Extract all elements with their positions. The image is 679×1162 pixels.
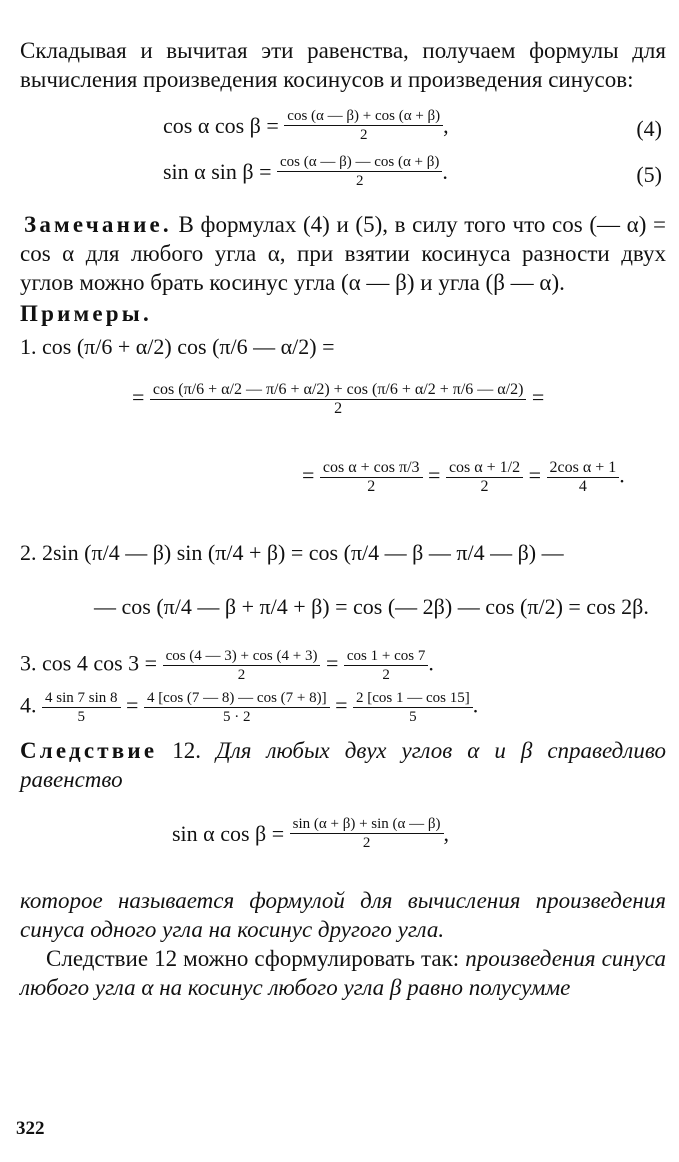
example-3-fraction-2-num: cos 1 + cos 7 (344, 648, 428, 666)
closing-paragraph (20, 944, 666, 1002)
remark-text: В формулах (4) и (5), в силу того что cos (— α) = cos α для любого угла α, при взятии косинуса разности двух углов можно брать косинус угла (α — β) и угла (β — α). (20, 212, 666, 295)
formula-4-denominator: 2 (359, 127, 368, 143)
example-2-number: 2. (20, 540, 37, 565)
example-3-number: 3. (20, 650, 37, 676)
page-number: 322 (16, 1118, 45, 1139)
formula-5-denominator: 2 (355, 173, 364, 189)
formula-4-fraction (284, 108, 443, 143)
formula-5-fraction (277, 154, 442, 189)
example-1-fraction-1-den: 2 (334, 400, 343, 417)
example-1-fraction-4-den: 4 (578, 478, 587, 495)
examples-label: Примеры. (20, 301, 152, 326)
example-1-fraction-1-num: cos (π/6 + α/2 — π/6 + α/2) + cos (π/6 + α/2 + π/6 — α/2) (150, 382, 527, 400)
formula-sin-cos-lhs: sin α cos β = (172, 820, 285, 846)
example-1: 1. cos (π/6 + α/2) cos (π/6 — α/2) = = $\frac{\cos (\pi/6 + \alpha/2 — \pi/6 + \alpha/2) + \cos (\pi/6 + \alpha/2 + \pi/6 — \alpha/2)}{2}$ = = $\frac{\text{cos α + cos π/3}}{2}$ = $\frac{\text{cos α + 1/2}}{2}$ = $\frac{\text{2cos α + 1}}{4}$ . (20, 334, 625, 495)
example-4-fraction-1 (144, 690, 330, 725)
example-1-fraction-1 (150, 382, 527, 417)
example-3-fraction-1 (163, 648, 321, 683)
page-body (20, 36, 666, 1002)
example-1-line-1: cos (π/6 + α/2) cos (π/6 — α/2) = (42, 334, 335, 359)
example-4-fraction-1-num: 4 [cos (7 — 8) — cos (7 + 8)] (144, 690, 330, 708)
example-4-fraction-0 (42, 690, 121, 725)
example-2-line-1: 2sin (π/4 — β) sin (π/4 + β) = cos (π/4 — β — π/4 — β) — (42, 540, 564, 565)
formula-sin-cos-den: 2 (362, 835, 371, 851)
example-1-fraction-2-num: cos α + cos π/3 (320, 460, 423, 478)
example-1-fraction-4-num: 2cos α + 1 (547, 460, 620, 478)
example-4-fraction-0-num: 4 sin 7 sin 8 (42, 690, 121, 708)
corollary-number: 12. (172, 738, 202, 763)
example-1-fraction-4 (547, 460, 620, 495)
formula-5-period: . (442, 158, 448, 184)
formula-sin-cos: sin α cos β = $\frac{\sin (\alpha + \beta) + \sin (\alpha — \beta)}{2}$ , (172, 816, 450, 851)
example-4-number: 4. (20, 692, 37, 718)
remark-paragraph (20, 210, 666, 297)
formula-4-number: (4) (636, 116, 662, 141)
formula-5 (20, 154, 666, 200)
named-paragraph: которое называется формулой для вычисления произведения синуса одного угла на косинус другого угла. (20, 888, 666, 942)
corollary-paragraph (20, 736, 666, 794)
example-4: 4. $\frac{4 \sin 7 \sin 8}{5}$ = $\frac{4 [\cos (7 — 8) — \cos (7 + 8)]}{5 \cdot 2}$ = $\frac{2 [\cos 1 — \cos 15]}{5}$ . (20, 690, 479, 725)
example-3-fraction-1-num: cos (4 — 3) + cos (4 + 3) (163, 648, 321, 666)
example-1-fraction-3-den: 2 (480, 478, 489, 495)
formula-4-numerator: cos (α — β) + cos (α + β) (284, 108, 443, 126)
corollary-label: Следствие (20, 738, 158, 763)
formula-4-comma: , (443, 112, 449, 138)
formula-sin-cos-num: sin (α + β) + sin (α — β) (290, 816, 444, 834)
example-4-fraction-1-den: 5 · 2 (223, 709, 251, 725)
formula-4 (20, 108, 666, 154)
remark-label: Замечание. (24, 212, 172, 237)
example-2 (20, 528, 666, 648)
example-1-fraction-3-num: cos α + 1/2 (446, 460, 523, 478)
example-4-fraction-2-den: 5 (409, 709, 417, 725)
example-3: 3. cos 4 cos 3 = $\frac{\cos (4 — 3) + \cos (4 + 3)}{2}$ = $\frac{\cos 1 + \cos 7}{2}$ . (20, 648, 434, 683)
example-1-number: 1. (20, 334, 37, 359)
intro-paragraph: Складывая и вычитая эти равенства, получаем формулы для вычисления произведения косинусов и произведения синусов: (20, 38, 666, 92)
examples-heading (20, 299, 666, 328)
example-3-lhs: cos 4 cos 3 = (42, 650, 158, 676)
example-3-fraction-1-den: 2 (237, 667, 246, 683)
example-2-line-2: — cos (π/4 — β + π/4 + β) = cos (— 2β) — cos (π/2) = cos 2β. (94, 594, 649, 619)
example-1-fraction-2 (320, 460, 423, 495)
formula-4-lhs: cos α cos β = (163, 112, 279, 138)
formula-5-lhs: sin α sin β = (163, 158, 272, 184)
example-1-fraction-2-den: 2 (367, 478, 376, 495)
corollary-text: Для любых двух углов α и β справедливо равенство (20, 738, 666, 792)
closing-plain: Следствие 12 можно сформулировать так: (46, 946, 460, 971)
example-4-fraction-2-num: 2 [cos 1 — cos 15] (353, 690, 473, 708)
example-4-fraction-0-den: 5 (77, 709, 85, 725)
example-3-fraction-2-den: 2 (382, 667, 390, 683)
example-4-fraction-2 (353, 690, 473, 725)
closing-italic: произведения синуса любого угла α на косинус любого угла β равно полусумме (20, 946, 667, 1000)
formula-sin-cos-fraction (290, 816, 444, 851)
formula-5-numerator: cos (α — β) — cos (α + β) (277, 154, 442, 172)
example-1-fraction-3 (446, 460, 523, 495)
formula-5-number: (5) (636, 162, 662, 187)
example-3-fraction-2 (344, 648, 428, 683)
